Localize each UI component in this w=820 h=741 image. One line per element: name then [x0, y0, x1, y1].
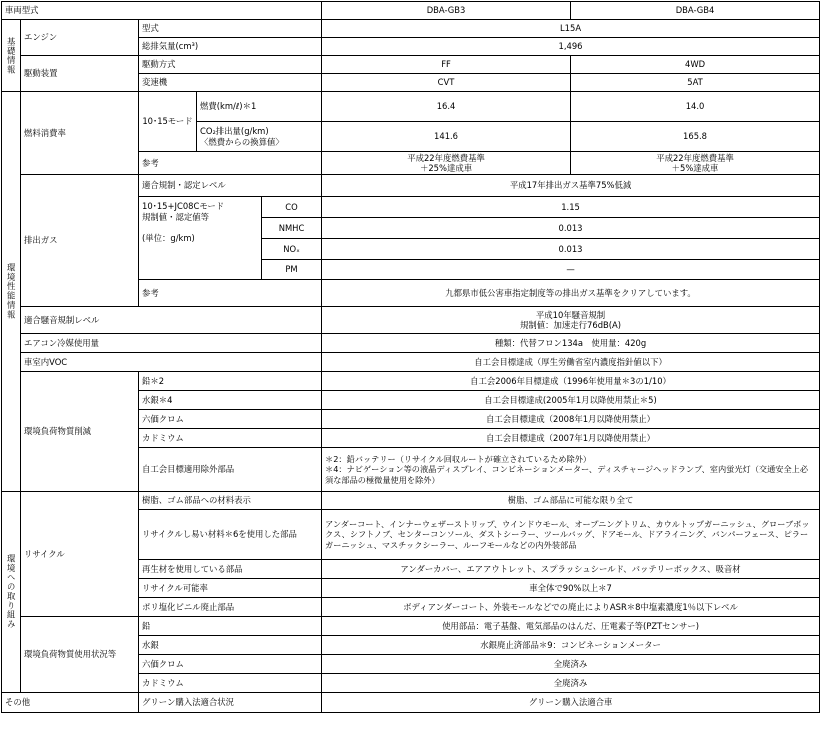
- pvc-value: ボディアンダーコート、外装モールなどでの廃止によりASR＊8中塩素濃度1％以下レベル: [322, 598, 820, 617]
- fuel-ref-gb4-2: ＋5%達成車: [671, 163, 719, 173]
- usage-title: 環境負荷物質使用状況等: [21, 617, 139, 693]
- pvc-label: ポリ塩化ビニル廃止部品: [139, 598, 322, 617]
- usage-cadmium-value: 全廃済み: [322, 674, 820, 693]
- group-env-performance: 環境性能情報: [2, 92, 21, 492]
- group-basic-info: 基礎情報: [2, 20, 21, 92]
- group-env-efforts: 環境への取り組み: [2, 492, 21, 693]
- displacement-label: 総排気量(cm³): [139, 38, 322, 56]
- table-row: [2, 175, 820, 197]
- voc-value: 自工会目標達成（厚生労働省室内濃度指針値以下）: [322, 353, 820, 372]
- drive-gb3: FF: [322, 56, 571, 74]
- sub-lead-label: 鉛＊2: [139, 372, 322, 391]
- noise-value-1: 平成10年騒音規制: [535, 309, 606, 320]
- usage-mercury-label: 水銀: [139, 636, 322, 655]
- nox-label: NOₓ: [262, 239, 322, 260]
- nmhc-value: 0.013: [322, 218, 820, 239]
- transmission-label: 変速機: [139, 74, 322, 92]
- fuel-title: 燃料消費率: [21, 92, 139, 175]
- co-label: CO: [262, 197, 322, 218]
- table-row: [2, 372, 820, 391]
- engine-label: エンジン: [21, 20, 139, 56]
- pm-label: PM: [262, 260, 322, 280]
- table-row: [2, 617, 820, 636]
- exhaust-level-value: 平成17年排出ガス基準75%低減: [322, 175, 820, 197]
- exhaust-title: 排出ガス: [21, 175, 139, 307]
- sub-exempt-note-1: ＊2：鉛バッテリー（リサイクル回収ルートが確立されているため除外）: [325, 453, 592, 464]
- exhaust-unit-label: (単位：g/km): [142, 233, 195, 243]
- sub-cadmium-label: カドミウム: [139, 429, 322, 448]
- sub-exempt-note-2: ＊4：ナビゲーション等の液晶ディスプレイ、コンビネーションメーター、ディスチャージヘッドランプ、室内蛍光灯（交通安全上必須な部品の極微量使用を除外）: [325, 464, 809, 485]
- nmhc-label: NMHC: [262, 218, 322, 239]
- noise-value-2: 規制値：加速走行76dB(A): [520, 320, 622, 330]
- drive-label: 駆動装置: [21, 56, 139, 92]
- table-row: [2, 56, 820, 74]
- co2-label-1: CO₂排出量(g/km): [200, 126, 269, 136]
- sub-lead-value: 自工会2006年目標達成（1996年使用量＊3の1/10）: [322, 372, 820, 391]
- table-row: [2, 307, 820, 334]
- exhaust-mode-label-1: 10･15+JC08Cモード: [142, 201, 225, 211]
- usage-chrome-label: 六価クロム: [139, 655, 322, 674]
- table-row: [2, 2, 820, 20]
- co2-label-2: 〈燃費からの換算値〉: [200, 136, 284, 147]
- recycle-title: リサイクル: [21, 492, 139, 617]
- resin-value: 樹脂、ゴム部品に可能な限り全て: [322, 492, 820, 510]
- co2-gb3: 141.6: [322, 122, 571, 152]
- other-label: その他: [2, 693, 139, 713]
- exhaust-ref-value: 九都県市低公害車指定制度等の排出ガス基準をクリアしています。: [322, 280, 820, 307]
- model-gb3: DBA-GB3: [322, 2, 571, 20]
- drive-method-label: 駆動方式: [139, 56, 322, 74]
- table-row: [2, 20, 820, 38]
- sub-exempt-label: 自工会目標適用除外部品: [139, 448, 322, 492]
- sub-mercury-label: 水銀＊4: [139, 391, 322, 410]
- engine-model-label: 型式: [139, 20, 322, 38]
- resin-label: 樹脂、ゴム部品への材料表示: [139, 492, 322, 510]
- model-type-label: 車両型式: [2, 2, 322, 20]
- economy-gb4: 14.0: [571, 92, 820, 122]
- table-row: [2, 353, 820, 372]
- usage-lead-label: 鉛: [139, 617, 322, 636]
- usage-lead-value: 使用部品：電子基盤、電気部品のはんだ、圧電素子等(PZTセンサー): [322, 617, 820, 636]
- reused-label: 再生材を使用している部品: [139, 560, 322, 579]
- table-row: [2, 492, 820, 510]
- fuel-ref-gb3-2: ＋25%達成車: [419, 163, 473, 173]
- co-value: 1.15: [322, 197, 820, 218]
- sub-cadmium-value: 自工会目標達成（2007年1月以降使用禁止）: [322, 429, 820, 448]
- model-gb4: DBA-GB4: [571, 2, 820, 20]
- aircon-value: 種類：代替フロン134a 使用量：420g: [322, 334, 820, 353]
- noise-label: 適合騒音規制レベル: [21, 307, 322, 334]
- fuel-ref-label: 参考: [139, 152, 322, 175]
- green-label: グリーン購入法適合状況: [139, 693, 322, 713]
- table-row: [2, 334, 820, 353]
- fuel-ref-gb3-1: 平成22年度燃費基準: [407, 152, 485, 163]
- recycle-rate-value: 車全体で90%以上＊7: [322, 579, 820, 598]
- co2-gb4: 165.8: [571, 122, 820, 152]
- substance-reduction-title: 環境負荷物質削減: [21, 372, 139, 492]
- pm-value: —: [322, 260, 820, 280]
- exhaust-mode-label-2: 規制値・認定値等: [142, 211, 209, 222]
- recycle-rate-label: リサイクル可能率: [139, 579, 322, 598]
- easy-recycle-value: アンダーコート、インナーウェザーストリップ、ウインドウモール、オープニングトリム、カウルトップガーニッシュ、グローブボックス、シフトノブ、センターコンソール、ダストシーラー、ツールバッグ、ドアモール、ドアライニング、バンパーフェース、ピラーガーニッシュ、マスチックシーラー、ルーフモールなどの内外装部品: [322, 510, 820, 560]
- usage-cadmium-label: カドミウム: [139, 674, 322, 693]
- fuel-ref-gb4-1: 平成22年度燃費基準: [656, 152, 734, 163]
- nox-value: 0.013: [322, 239, 820, 260]
- green-value: グリーン購入法適合車: [322, 693, 820, 713]
- easy-recycle-label: リサイクルし易い材料＊6を使用した部品: [139, 510, 322, 560]
- displacement-value: 1,496: [322, 38, 820, 56]
- sub-chrome-value: 自工会目標達成（2008年1月以降使用禁止）: [322, 410, 820, 429]
- exhaust-level-label: 適合規制・認定レベル: [139, 175, 322, 197]
- trans-gb4: 5AT: [571, 74, 820, 92]
- engine-model-value: L15A: [322, 20, 820, 38]
- reused-value: アンダーカバー、エアアウトレット、スプラッシュシールド、バッテリーボックス、吸音材: [322, 560, 820, 579]
- trans-gb3: CVT: [322, 74, 571, 92]
- aircon-label: エアコン冷媒使用量: [21, 334, 322, 353]
- fuel-mode: 10･15モード: [139, 92, 197, 152]
- usage-mercury-value: 水銀廃止済部品＊9：コンビネーションメーター: [322, 636, 820, 655]
- economy-label: 燃費(km/ℓ)＊1: [197, 92, 322, 122]
- usage-chrome-value: 全廃済み: [322, 655, 820, 674]
- sub-mercury-value: 自工会目標達成(2005年1月以降使用禁止＊5): [322, 391, 820, 410]
- table-row: [2, 693, 820, 713]
- economy-gb3: 16.4: [322, 92, 571, 122]
- sub-chrome-label: 六価クロム: [139, 410, 322, 429]
- table-row: [2, 92, 820, 122]
- voc-label: 車室内VOC: [21, 353, 322, 372]
- exhaust-ref-label: 参考: [139, 280, 322, 307]
- spec-table: [1, 1, 820, 713]
- drive-gb4: 4WD: [571, 56, 820, 74]
